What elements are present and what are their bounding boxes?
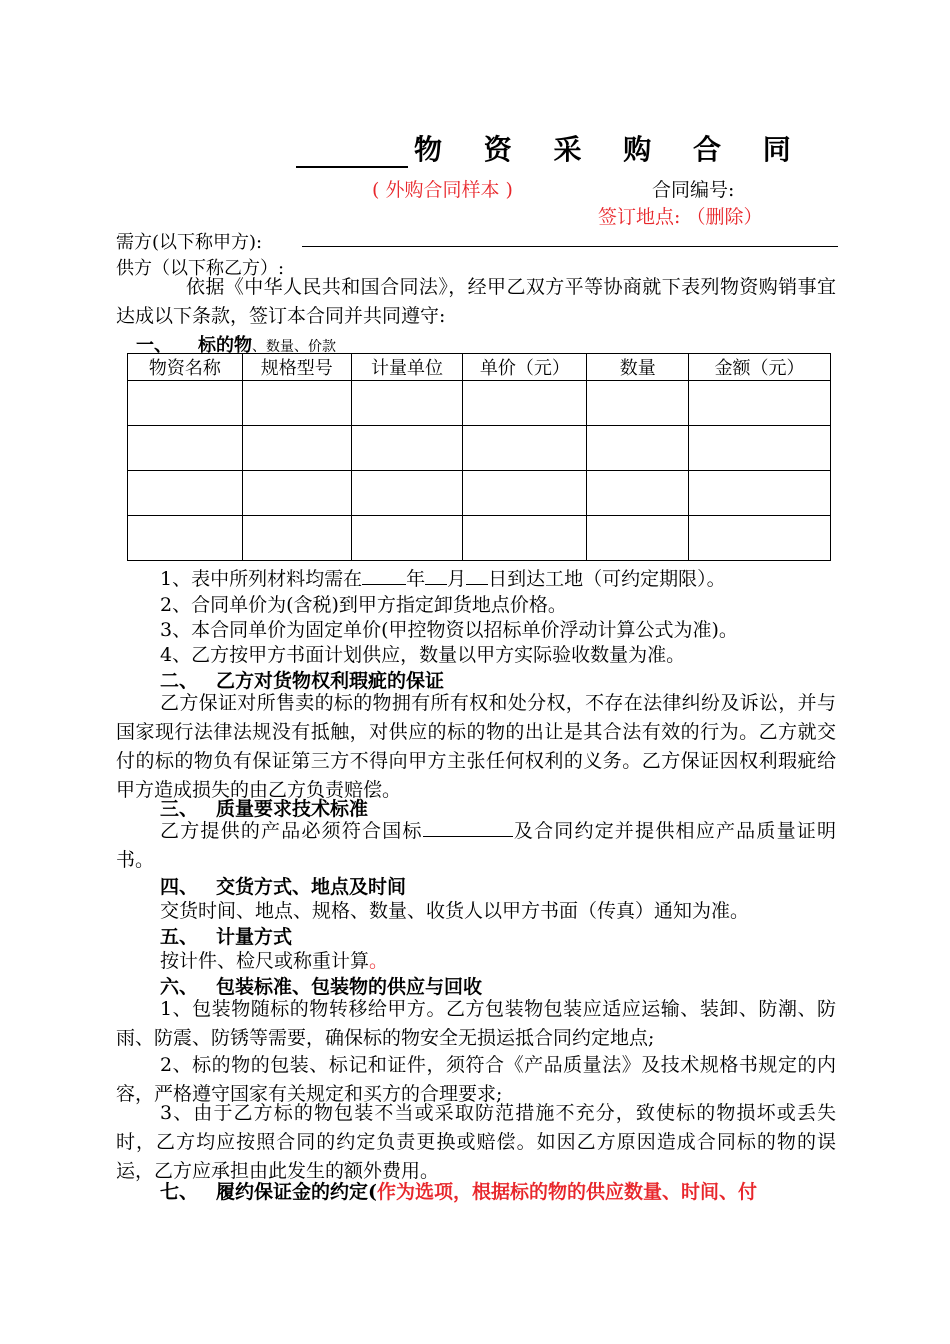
table-row [128,426,831,471]
table-cell[interactable] [242,426,351,471]
table-cell[interactable] [587,471,689,516]
section-1-subtitle: 、数量、价款 [252,339,336,355]
section-2-body: 乙方保证对所售卖的标的物拥有所有权和处分权，不存在法律纠纷及诉讼，并与国家现行法律法规没有抵触，对供应的标的物的出让是其合法有效的行为。乙方就交付的标的物负有保证第三方不得向甲方主张任何权利的义务。乙方保证因权利瑕疵给甲方造成损失的由乙方负责赔偿。 [116,692,836,801]
table-header-cell: 金额（元） [689,354,831,381]
section-1-title: 标的物 [198,335,252,356]
table-cell[interactable] [242,516,351,561]
table-cell[interactable] [689,426,831,471]
items-table [127,353,831,561]
table-cell[interactable] [242,471,351,516]
table-row [128,471,831,516]
section-5-heading: 五、 计量方式 [160,926,293,948]
day-blank [466,566,488,585]
section-6-para-3: 3、由于乙方标的物包装不当或采取防范措施不充分，致使标的物损坏或丢失时，乙方均应按照合同的约定负责更换或赔偿。如因乙方原因造成合同标的物的误运，乙方应承担由此发生的额外费用。 [116,1102,836,1182]
table-row [128,516,831,561]
sample-subtitle: ( 外购合同样本 ) [372,179,513,201]
table-cell[interactable] [463,426,587,471]
section-1-number: 一、 [136,335,172,356]
term-1-2: 2、合同单价为(含税)到甲方指定卸货地点价格。 [160,594,567,616]
section-3-heading: 三、 质量要求技术标准 [160,798,369,820]
table-cell[interactable] [463,381,587,426]
buyer-fill-line [302,246,838,247]
table-cell[interactable] [351,471,463,516]
table-cell[interactable] [351,381,463,426]
table-cell[interactable] [351,516,463,561]
month-blank [425,566,447,585]
contract-number-label: 合同编号: [652,179,735,201]
table-row [128,381,831,426]
section-3-body: 乙方提供的产品必须符合国标 及合同约定并提供相应产品质量证明书。 [116,820,836,871]
supplier-label: 供方（以下称乙方）: [116,258,285,279]
section-6-para-1: 1、包装物随标的物转移给甲方。乙方包装物包装应适应运输、装卸、防潮、防雨、防震、防锈等需要，确保标的物安全无损运抵合同约定地点; [116,998,836,1049]
table-cell[interactable] [689,381,831,426]
table-cell[interactable] [128,426,243,471]
table-cell[interactable] [463,471,587,516]
section-2-heading: 二、 乙方对货物权利瑕疵的保证 [160,670,445,692]
section-6-para-2: 2、标的物的包装、标记和证件，须符合《产品质量法》及技术规格书规定的内容，严格遵守国家有关规定和买方的合理要求; [116,1054,836,1105]
table-header-cell: 计量单位 [351,354,463,381]
section-4-body: 交货时间、地点、规格、数量、收货人以甲方书面（传真）通知为准。 [160,900,750,922]
contract-title [296,128,807,168]
table-cell[interactable] [128,471,243,516]
section-7-note: 作为选项，根据标的物的供应数量、时间、付 [377,1181,758,1203]
buyer-label: 需方(以下称甲方): [116,232,263,253]
table-header-row [128,354,831,381]
table-cell[interactable] [689,471,831,516]
table-cell[interactable] [463,516,587,561]
table-header-cell: 物资名称 [128,354,243,381]
section-6-heading: 六、 包装标准、包装物的供应与回收 [160,976,483,998]
title-blank-line [296,136,408,168]
term-1-1: 1、表中所列材料均需在 年 月 日到达工地（可约定期限）。 [160,568,726,590]
section-4-heading: 四、 交货方式、地点及时间 [160,876,407,898]
year-blank [362,566,406,585]
table-cell[interactable] [689,516,831,561]
signing-place-label: 签订地点: （删除） [598,206,763,228]
table-cell[interactable] [128,381,243,426]
table-header-cell: 规格型号 [242,354,351,381]
standard-blank [423,818,513,837]
section-5-body: 按计件、检尺或称重计算。 [160,950,389,972]
term-1-4: 4、乙方按甲方书面计划供应，数量以甲方实际验收数量为准。 [160,644,686,666]
section-7-heading: 七、 履约保证金的约定(作为选项，根据标的物的供应数量、时间、付 [160,1181,758,1203]
table-cell[interactable] [242,381,351,426]
table-cell[interactable] [587,426,689,471]
table-cell[interactable] [128,516,243,561]
table-cell[interactable] [587,381,689,426]
table-cell[interactable] [351,426,463,471]
title-text: 物 资 采 购 合 同 [414,133,807,166]
term-1-3: 3、本合同单价为固定单价(甲控物资以招标单价浮动计算公式为准)。 [160,619,738,641]
table-header-cell: 数量 [587,354,689,381]
table-cell[interactable] [587,516,689,561]
table-header-cell: 单价（元） [463,354,587,381]
intro-paragraph: 依据《中华人民共和国合同法》，经甲乙双方平等协商就下表列物资购销事宜达成以下条款，签订本合同并共同遵守: [116,276,836,327]
